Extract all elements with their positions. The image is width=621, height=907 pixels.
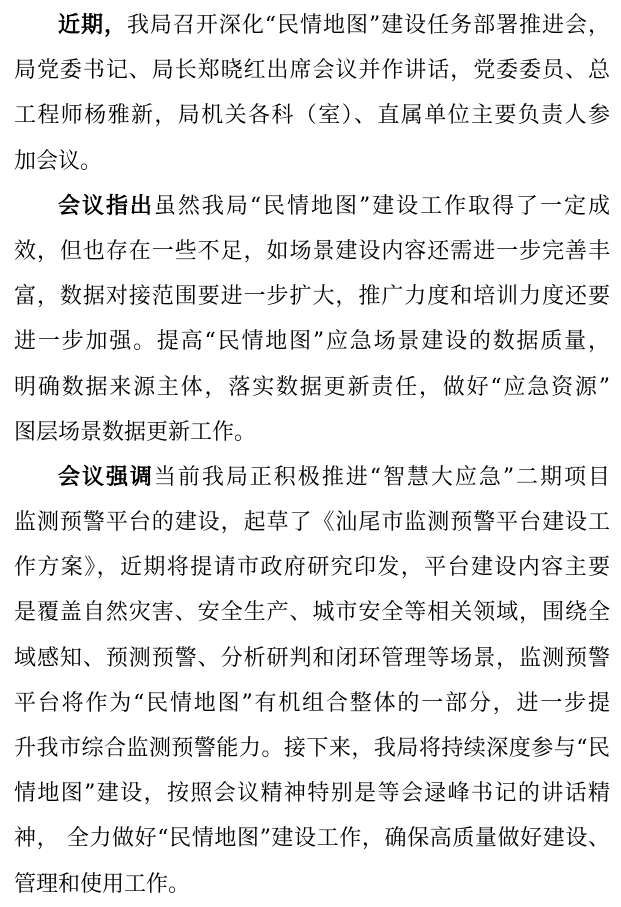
paragraph-3 (14, 455, 610, 907)
paragraph-line: 管理和使用工作。 (14, 871, 191, 897)
paragraph-line: 工程师杨雅新，局机关各科（室）、直属单位主要负责人参 (14, 103, 610, 129)
paragraph-line: 作方案》，近期将提请市政府研究印发，平台建设内容主要 (14, 555, 610, 581)
paragraph-line: 监测预警平台的建设，起草了《汕尾市监测预警平台建设工 (14, 510, 610, 536)
paragraph-line: 平台将作为“民情地图”有机组合整体的一部分，进一步提 (14, 690, 610, 716)
paragraph-lead: 近期， (58, 12, 127, 38)
paragraph-line: 域感知、预测预警、分析研判和闭环管理等场景，监测预警 (14, 645, 610, 671)
paragraph-line: 局党委书记、局长郑晓红出席会议并作讲话，党委委员、总 (14, 58, 610, 84)
paragraph-1 (14, 3, 610, 184)
paragraph-line: 是覆盖自然灾害、安全生产、城市安全等相关领域，围绕全 (14, 600, 610, 626)
paragraph-line: 明确数据来源主体，落实数据更新责任，做好“应急资源” (14, 374, 610, 400)
paragraph-text: 我局召开深化“民情地图”建设任务部署推进会， (126, 13, 610, 38)
paragraph-line: 加会议。 (14, 148, 103, 174)
paragraph-lead: 会议指出 (58, 192, 154, 219)
paragraph-line: 升我市综合监测预警能力。接下来，我局将持续深度参与“民 (14, 736, 610, 761)
paragraph-line: 进一步加强。提高“民情地图”应急场景建设的数据质量， (14, 329, 610, 355)
paragraph-first-line (14, 3, 610, 48)
paragraph-text: 当前我局正积极推进“智慧大应急”二期项目 (153, 464, 610, 490)
paragraph-line: 富，数据对接范围要进一步扩大，推广力度和培训力度还要 (14, 284, 610, 310)
paragraph-line: 图层场景数据更新工作。 (14, 419, 257, 445)
paragraph-2 (14, 184, 610, 455)
document-body (14, 3, 610, 907)
paragraph-line: 情地图”建设，按照会议精神特别是等会逯峰书记的讲话精 (14, 781, 610, 807)
paragraph-text: 虽然我局“民情地图”建设工作取得了一定成 (153, 193, 610, 219)
paragraph-line: 效，但也存在一些不足，如场景建设内容还需进一步完善丰 (14, 238, 610, 264)
paragraph-line: 神， 全力做好“民情地图”建设工作，确保高质量做好建设、 (14, 826, 610, 852)
paragraph-first-line (14, 455, 610, 500)
paragraph-first-line (14, 184, 610, 229)
paragraph-lead: 会议强调 (58, 463, 154, 490)
